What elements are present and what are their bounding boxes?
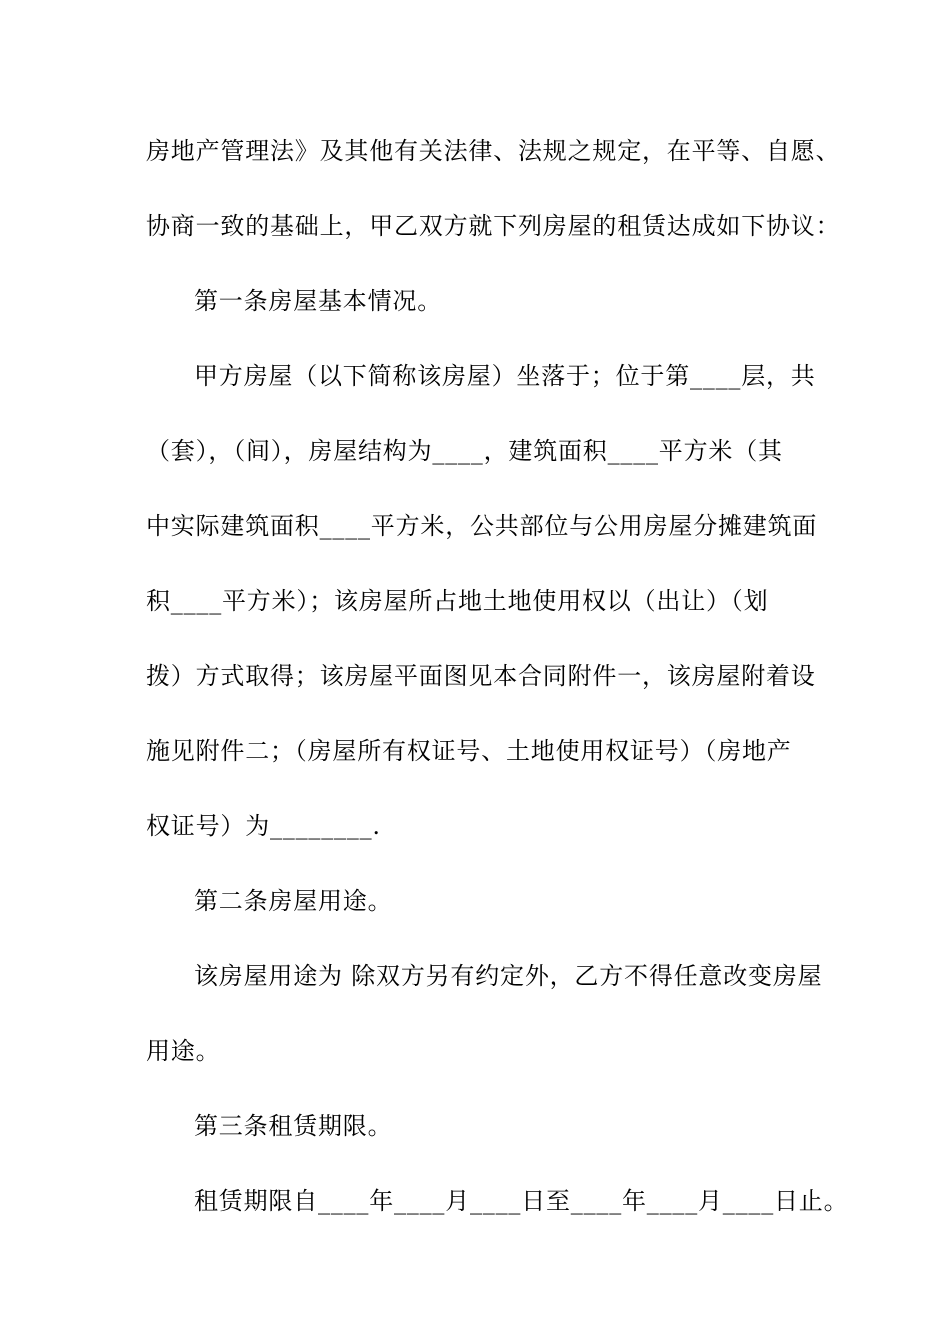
text-line: 中实际建筑面积____平方米，公共部位与公用房屋分摊建筑面 — [146, 512, 818, 540]
text-line: 施见附件二；（房屋所有权证号、土地使用权证号）（房地产 — [146, 737, 792, 765]
text-line: 租赁期限自____年____月____日至____年____月____日止。 — [194, 1187, 849, 1215]
article-heading: 第三条租赁期限。 — [194, 1112, 393, 1140]
text-line: 该房屋用途为 除双方另有约定外，乙方不得任意改变房屋 — [194, 962, 823, 990]
text-line: 协商一致的基础上，甲乙双方就下列房屋的租赁达成如下协议： — [146, 212, 841, 240]
text-line: 积____平方米）；该房屋所占地土地使用权以（出让）（划 — [146, 587, 769, 615]
article-heading: 第二条房屋用途。 — [194, 887, 393, 915]
text-line: 权证号）为________. — [146, 812, 381, 840]
text-line: 房地产管理法》及其他有关法律、法规之规定，在平等、自愿、 — [146, 137, 841, 165]
text-line: 用途。 — [146, 1037, 221, 1065]
text-line: 拨）方式取得；该房屋平面图见本合同附件一，该房屋附着设 — [146, 662, 816, 690]
text-line: 甲方房屋（以下简称该房屋）坐落于；位于第____层，共 — [194, 362, 816, 390]
article-heading: 第一条房屋基本情况。 — [194, 287, 442, 315]
text-line: （套），（间），房屋结构为____，建筑面积____平方米（其 — [146, 437, 783, 465]
